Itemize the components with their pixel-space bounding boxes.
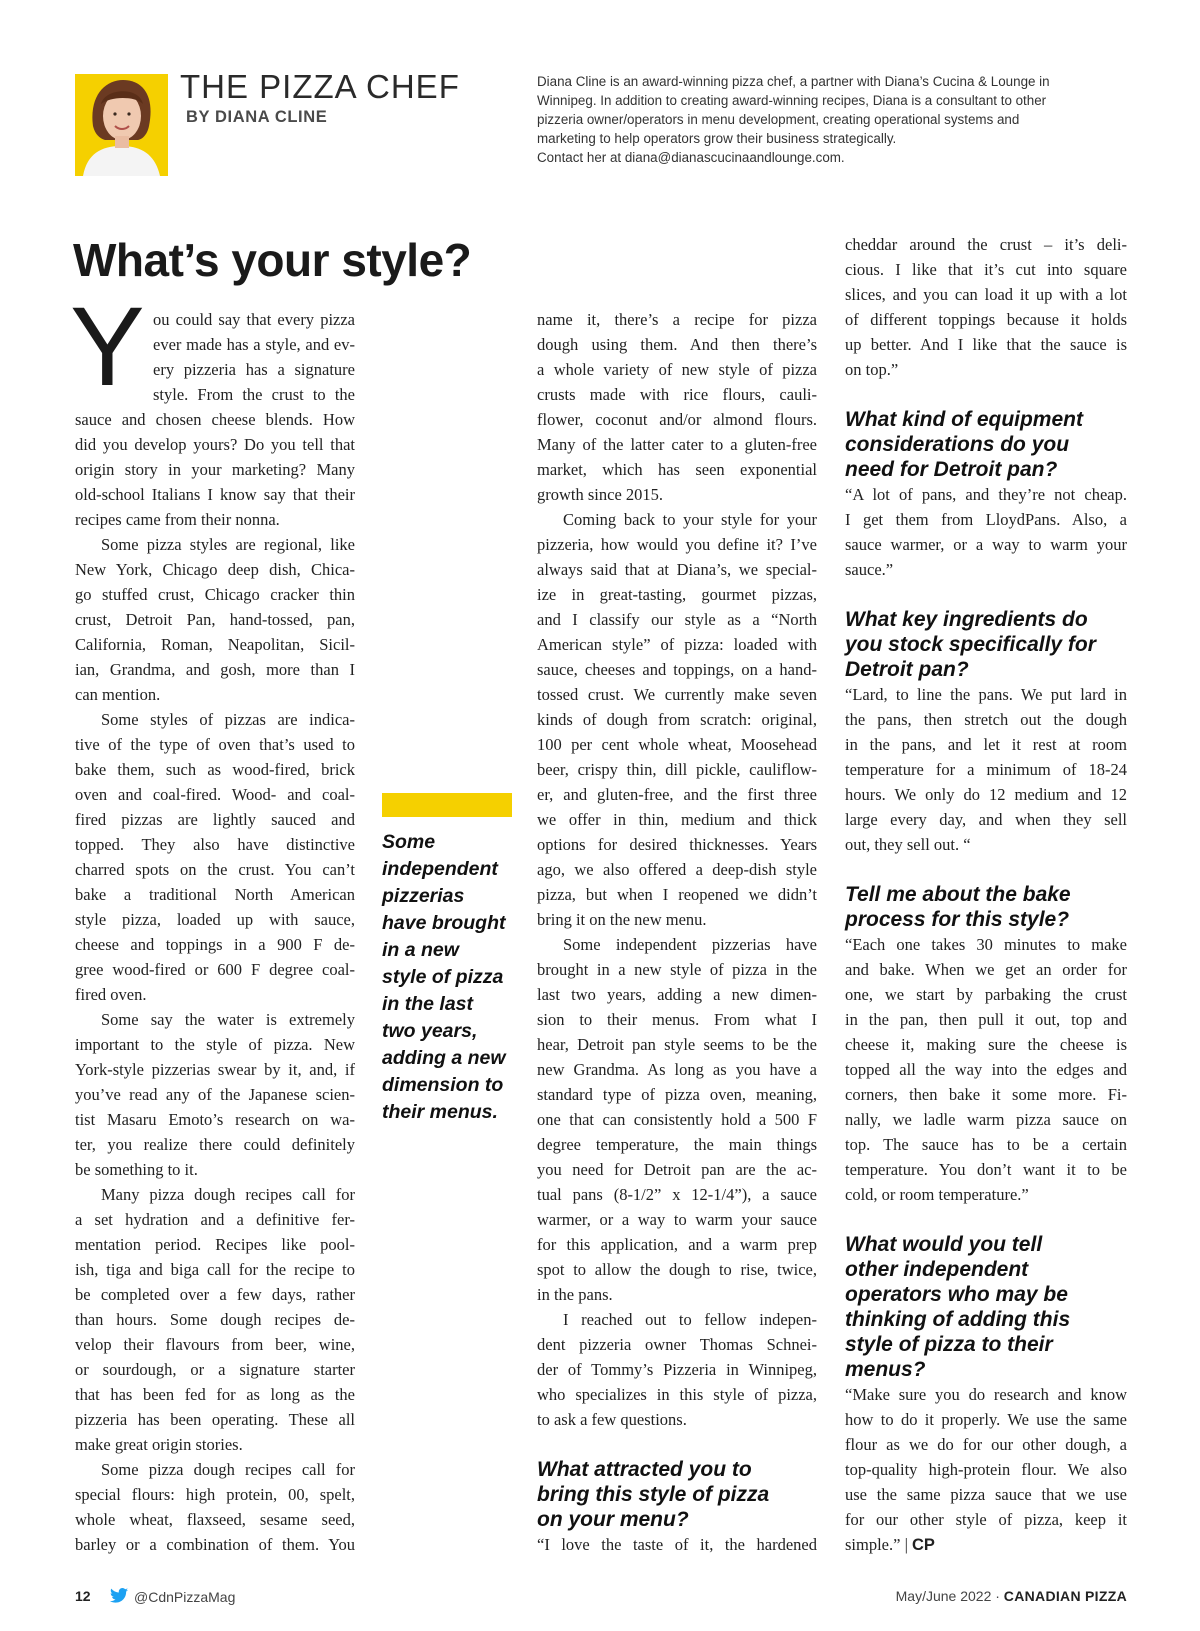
bio-line: Winnipeg. In addition to creating award-winning recipes, Diana is a consultant to other bbox=[537, 93, 1047, 108]
body-text-line: in the pan, then pull it out, top and bbox=[845, 1010, 1127, 1029]
body-text-line: beer, crispy thin, dill pickle, cauliflow- bbox=[537, 760, 817, 779]
article-column-1 bbox=[75, 307, 355, 1557]
body-text-line: “Each one takes 30 minutes to make bbox=[845, 935, 1127, 954]
body-text-line: did you develop yours? Do you tell that bbox=[75, 435, 355, 454]
question-heading-line: What kind of equipment bbox=[845, 408, 1083, 431]
body-text-line: velop their flavours from beer, wine, bbox=[75, 1335, 355, 1354]
body-text-line: we offer in thin, medium and thick bbox=[537, 810, 817, 829]
body-text-line: dent pizzeria owner Thomas Schnei- bbox=[537, 1335, 817, 1354]
pull-quote-line: have brought bbox=[382, 912, 506, 934]
question-heading-line: menus? bbox=[845, 1358, 926, 1381]
body-text-line: name it, there’s a recipe for pizza bbox=[537, 310, 817, 329]
pull-quote-line: Some bbox=[382, 831, 436, 853]
body-text-line: der of Tommy’s Pizzeria in Winnipeg, bbox=[537, 1360, 817, 1379]
pull-quote-line: pizzerias bbox=[382, 885, 465, 907]
body-text-line: bring it on the new menu. bbox=[537, 910, 707, 929]
question-heading-line: style of pizza to their bbox=[845, 1333, 1053, 1356]
body-text-line: sion to their menus. From what I bbox=[537, 1010, 817, 1029]
body-text-line: a set hydration and a definitive fer- bbox=[75, 1210, 355, 1229]
body-text-line: pizzeria has been operating. These all bbox=[75, 1410, 355, 1429]
body-text-line: ish, tiga and biga call for the recipe to bbox=[75, 1260, 355, 1279]
body-text-line: bake them, such as wood-fired, brick bbox=[75, 760, 355, 779]
question-heading-line: operators who may be bbox=[845, 1283, 1068, 1306]
body-text-line: fired pizzas are lightly sauced and bbox=[75, 810, 355, 829]
body-text-line: fired oven. bbox=[75, 985, 147, 1004]
body-text-line: go stuffed crust, Chicago cracker thin bbox=[75, 585, 355, 604]
body-text-line: topped all the way into the edges and bbox=[845, 1060, 1127, 1079]
body-text-line: in the pans, and let it rest at room bbox=[845, 735, 1127, 754]
body-text-line: style. From the crust to the bbox=[153, 385, 355, 404]
question-heading-line: What key ingredients do bbox=[845, 608, 1088, 631]
question-heading-line: Detroit pan? bbox=[845, 658, 969, 681]
body-text-line: warmer, or a way to warm your sauce bbox=[537, 1210, 817, 1229]
body-text-line: up better. And I like that the sauce is bbox=[845, 335, 1127, 354]
body-text-line: cious. I like that it’s cut into square bbox=[845, 260, 1127, 279]
bio-line: Diana Cline is an award-winning pizza chef, a partner with Diana’s Cucina & Lounge in bbox=[537, 74, 1050, 89]
body-text-line: York-style pizzerias swear by it, and, if bbox=[75, 1060, 355, 1079]
question-heading-line: other independent bbox=[845, 1258, 1029, 1281]
body-text-line: the pans, then stretch out the dough bbox=[845, 710, 1127, 729]
body-text-line: temperature for a minimum of 18-24 bbox=[845, 760, 1127, 779]
body-text-line: and I classify our style as a “North bbox=[537, 610, 817, 629]
body-text-line: tual pans (8-1/2” x 12-1/4”), a sauce bbox=[537, 1185, 817, 1204]
body-text-line: you need for Detroit pan are the ac- bbox=[537, 1160, 817, 1179]
body-text-line: “Lard, to line the pans. We put lard in bbox=[845, 685, 1127, 704]
body-text-line: crust, Detroit Pan, hand-tossed, pan, bbox=[75, 610, 355, 629]
body-text-line: out, they sell out. “ bbox=[845, 835, 971, 854]
body-text-line: spot to allow the dough to rise, twice, bbox=[537, 1260, 817, 1279]
spacer bbox=[537, 1432, 817, 1457]
body-text-line: be something to it. bbox=[75, 1160, 198, 1179]
body-text-line: ize in great-tasting, gourmet pizzas, bbox=[537, 585, 817, 604]
body-text-line: ery pizzeria has a signature bbox=[153, 360, 355, 379]
article-column-3 bbox=[845, 232, 1127, 1557]
body-text-line: special flours: high protein, 00, spelt, bbox=[75, 1485, 355, 1504]
body-text-line: sauce, cheeses and toppings, on a hand- bbox=[537, 660, 817, 679]
body-text-line: growth since 2015. bbox=[537, 485, 664, 504]
body-text-line: market, which has seen exponential bbox=[537, 460, 817, 479]
body-text-line: flower, coconut and/or almond flours. bbox=[537, 410, 817, 429]
article-column-2 bbox=[537, 307, 817, 1557]
article-headline: What’s your style? bbox=[73, 234, 472, 286]
body-text-line: tossed crust. We currently make seven bbox=[537, 685, 817, 704]
body-text-line: mentation period. Recipes like pool- bbox=[75, 1235, 355, 1254]
body-text-line: options for desired thicknesses. Years bbox=[537, 835, 817, 854]
question-heading-line: What would you tell bbox=[845, 1233, 1043, 1256]
page-number: 12 bbox=[75, 1588, 91, 1604]
twitter-handle: @CdnPizzaMag bbox=[134, 1589, 236, 1605]
body-text-line: 100 per cent whole wheat, Moosehead bbox=[537, 735, 817, 754]
body-text-line: cheddar around the crust – it’s deli- bbox=[845, 235, 1127, 254]
body-text-line: make great origin stories. bbox=[75, 1435, 243, 1454]
body-text-line: how to do it properly. We use the same bbox=[845, 1410, 1127, 1429]
body-text-line: cold, or room temperature.” bbox=[845, 1185, 1029, 1204]
body-text-line: be completed over a few days, rather bbox=[75, 1285, 355, 1304]
pull-quote-line: independent bbox=[382, 858, 498, 880]
pull-quote bbox=[382, 829, 522, 1126]
body-text-line: I reached out to fellow indepen- bbox=[563, 1310, 817, 1329]
spacer bbox=[845, 382, 1127, 407]
body-text-line: barley or a combination of them. You bbox=[75, 1535, 355, 1554]
body-text-line: ou could say that every pizza bbox=[153, 310, 355, 329]
body-text-line: recipes came from their nonna. bbox=[75, 510, 280, 529]
body-text-line: last two years, adding a new dimen- bbox=[537, 985, 817, 1004]
body-text-line: cheese it, making sure the cheese is bbox=[845, 1035, 1127, 1054]
body-text-line: gree wood-fired or 600 F degree coal- bbox=[75, 960, 355, 979]
pull-quote-line: dimension to bbox=[382, 1074, 504, 1096]
body-text-line: and bake. When we get an order for bbox=[845, 960, 1127, 979]
body-text-line: for this application, and a warm prep bbox=[537, 1235, 817, 1254]
question-heading-line: considerations do you bbox=[845, 433, 1070, 456]
body-text-line: ter, you realize there could definitely bbox=[75, 1135, 355, 1154]
body-text-line: hear, Detroit pan style seems to be the bbox=[537, 1035, 817, 1054]
body-text-line: dough using them. And then there’s bbox=[537, 335, 817, 354]
pull-quote-line: adding a new bbox=[382, 1047, 506, 1069]
column-title: THE PIZZA CHEF bbox=[180, 68, 460, 105]
body-text-line: charred spots on the crust. You can’t bbox=[75, 860, 355, 879]
body-text-line: “Make sure you do research and know bbox=[845, 1385, 1127, 1404]
question-heading-line: thinking of adding this bbox=[845, 1308, 1071, 1331]
body-text-line: a whole variety of new style of pizza bbox=[537, 360, 817, 379]
pull-quote-line: their menus. bbox=[382, 1101, 498, 1123]
body-text-line: nally, we ladle warm pizza sauce on bbox=[845, 1110, 1127, 1129]
body-text-line: simple.” | CP bbox=[845, 1535, 935, 1554]
body-text-line: Some pizza styles are regional, like bbox=[101, 535, 355, 554]
body-text-line: I get them from LloydPans. Also, a bbox=[845, 510, 1127, 529]
body-text-line: hours. We only do 12 medium and 12 bbox=[845, 785, 1127, 804]
spacer bbox=[845, 857, 1127, 882]
body-text-line: one that can consistently hold a 500 F bbox=[537, 1110, 817, 1129]
body-text-line: large every day, and when they sell bbox=[845, 810, 1127, 829]
body-text-line: that has been fed for as long as the bbox=[75, 1385, 355, 1404]
twitter-bird-icon bbox=[110, 1588, 128, 1606]
bio-line: pizzeria owner/operators in menu development, creating operational systems and bbox=[537, 112, 1020, 127]
body-text-line: Some say the water is extremely bbox=[101, 1010, 355, 1029]
question-heading-line: need for Detroit pan? bbox=[845, 458, 1058, 481]
body-text-line: Some independent pizzerias have bbox=[563, 935, 817, 954]
body-text-line: brought in a new style of pizza in the bbox=[537, 960, 817, 979]
pull-quote-accent-bar bbox=[382, 793, 512, 817]
body-text-line: who specializes in this style of pizza, bbox=[537, 1385, 817, 1404]
issue-date: May/June 2022 · bbox=[895, 1588, 1004, 1604]
question-heading-line: Tell me about the bake bbox=[845, 883, 1071, 906]
spacer bbox=[845, 582, 1127, 607]
body-text-line: pizzeria, how would you define it? I’ve bbox=[537, 535, 817, 554]
author-photo bbox=[75, 74, 168, 176]
body-text-line: slices, and you can load it up with a lot bbox=[845, 285, 1127, 304]
body-text-line: sauce.” bbox=[845, 560, 894, 579]
body-text-line: or sourdough, or a signature starter bbox=[75, 1360, 355, 1379]
body-text-line: top. The sauce has to be a certain bbox=[845, 1135, 1127, 1154]
body-text-line: use the same pizza sauce that we use bbox=[845, 1485, 1127, 1504]
body-text-line: New York, Chicago deep dish, Chica- bbox=[75, 560, 355, 579]
body-text-line: ever made has a style, and ev- bbox=[153, 335, 355, 354]
body-text-line: sauce and chosen cheese blends. How bbox=[75, 410, 355, 429]
body-text-line: whole wheat, flaxseed, sesame seed, bbox=[75, 1510, 355, 1529]
body-text-line: temperature. You don’t want it to be bbox=[845, 1160, 1127, 1179]
body-text-line: Many pizza dough recipes call for bbox=[101, 1185, 355, 1204]
body-text-line: in the pans. bbox=[537, 1285, 613, 1304]
body-text-line: cheese and toppings in a 900 F de- bbox=[75, 935, 355, 954]
issue-info bbox=[896, 1588, 1127, 1604]
author-byline: BY DIANA CLINE bbox=[186, 108, 328, 126]
body-text-line: always said that at Diana’s, we special- bbox=[537, 560, 817, 579]
body-text-line: corners, then bake it some more. Fi- bbox=[845, 1085, 1127, 1104]
body-text-line: oven and coal-fired. Wood- and coal- bbox=[75, 785, 355, 804]
body-text-line: er, and gluten-free, and the first three bbox=[537, 785, 817, 804]
magazine-name: CANADIAN PIZZA bbox=[1003, 1588, 1127, 1604]
question-heading-line: on your menu? bbox=[537, 1508, 689, 1531]
body-text-line: Many of the latter cater to a gluten-free bbox=[537, 435, 817, 454]
body-text-line: tive of the type of oven that’s used to bbox=[75, 735, 355, 754]
bio-line: marketing to help operators grow their business strategically. bbox=[537, 131, 897, 146]
body-text-line: flour as we do for our other dough, a bbox=[845, 1435, 1127, 1454]
body-text-line: bake a traditional North American bbox=[75, 885, 355, 904]
body-text-line: “A lot of pans, and they’re not cheap. bbox=[845, 485, 1127, 504]
body-text-line: you’ve read any of the Japanese scien- bbox=[75, 1085, 355, 1104]
pull-quote-line: style of pizza bbox=[382, 966, 504, 988]
body-text-line: important to the style of pizza. New bbox=[75, 1035, 355, 1054]
body-text-line: degree temperature, the main things bbox=[537, 1135, 817, 1154]
body-text-line: origin story in your marketing? Many bbox=[75, 460, 355, 479]
body-text-line: of different toppings because it holds bbox=[845, 310, 1127, 329]
body-text-line: Some styles of pizzas are indica- bbox=[101, 710, 355, 729]
body-text-line: kinds of dough from scratch: original, bbox=[537, 710, 817, 729]
body-text-line: crusts made with rice flours, cauli- bbox=[537, 385, 817, 404]
body-text-line: Some pizza dough recipes call for bbox=[101, 1460, 355, 1479]
drop-cap: Y bbox=[70, 284, 145, 409]
body-text-line: for our other style of pizza, keep it bbox=[845, 1510, 1127, 1529]
pull-quote-line: two years, bbox=[382, 1020, 478, 1042]
body-text-line: ago, we also offered a deep-dish style bbox=[537, 860, 817, 879]
body-text-line: old-school Italians I know say that their bbox=[75, 485, 355, 504]
spacer bbox=[845, 1207, 1127, 1232]
question-heading-line: What attracted you to bbox=[537, 1458, 752, 1481]
pull-quote-line: in a new bbox=[382, 939, 459, 961]
pull-quote-line: in the last bbox=[382, 993, 474, 1015]
body-text-line: “I love the taste of it, the hardened bbox=[537, 1535, 817, 1554]
author-bio bbox=[537, 72, 1127, 167]
bio-line: Contact her at diana@dianascucinaandlounge.com. bbox=[537, 150, 845, 165]
end-mark: CP bbox=[912, 1536, 935, 1554]
body-text-line: to ask a few questions. bbox=[537, 1410, 687, 1429]
body-text-line: sauce warmer, or a way to warm your bbox=[845, 535, 1127, 554]
question-heading-line: process for this style? bbox=[845, 908, 1070, 931]
body-text-line: new Grandma. As long as you have a bbox=[537, 1060, 817, 1079]
body-text-line: California, Roman, Neapolitan, Sicil- bbox=[75, 635, 355, 654]
body-text-line: than hours. Some dough recipes de- bbox=[75, 1310, 355, 1329]
body-text-line: on top.” bbox=[845, 360, 899, 379]
body-text-line: pizza, but when I reopened we didn’t bbox=[537, 885, 817, 904]
question-heading-line: bring this style of pizza bbox=[537, 1483, 770, 1506]
body-text-line: one, we start by parbaking the crust bbox=[845, 985, 1127, 1004]
body-text-line: style pizza, loaded up with sauce, bbox=[75, 910, 355, 929]
body-text-line: Coming back to your style for your bbox=[563, 510, 817, 529]
body-text-line: standard type of pizza oven, meaning, bbox=[537, 1085, 817, 1104]
body-text-line: top-quality high-protein flour. We also bbox=[845, 1460, 1127, 1479]
body-text-line: topped. They also have distinctive bbox=[75, 835, 355, 854]
twitter-handle-link[interactable] bbox=[110, 1588, 235, 1606]
question-heading-line: you stock specifically for bbox=[845, 633, 1096, 656]
body-text-line: ian, Grandma, and gosh, more than I bbox=[75, 660, 355, 679]
body-text-line: tist Masaru Emoto’s research on wa- bbox=[75, 1110, 355, 1129]
body-text-line: can mention. bbox=[75, 685, 161, 704]
body-text-line: American style” of pizza: loaded with bbox=[537, 635, 817, 654]
